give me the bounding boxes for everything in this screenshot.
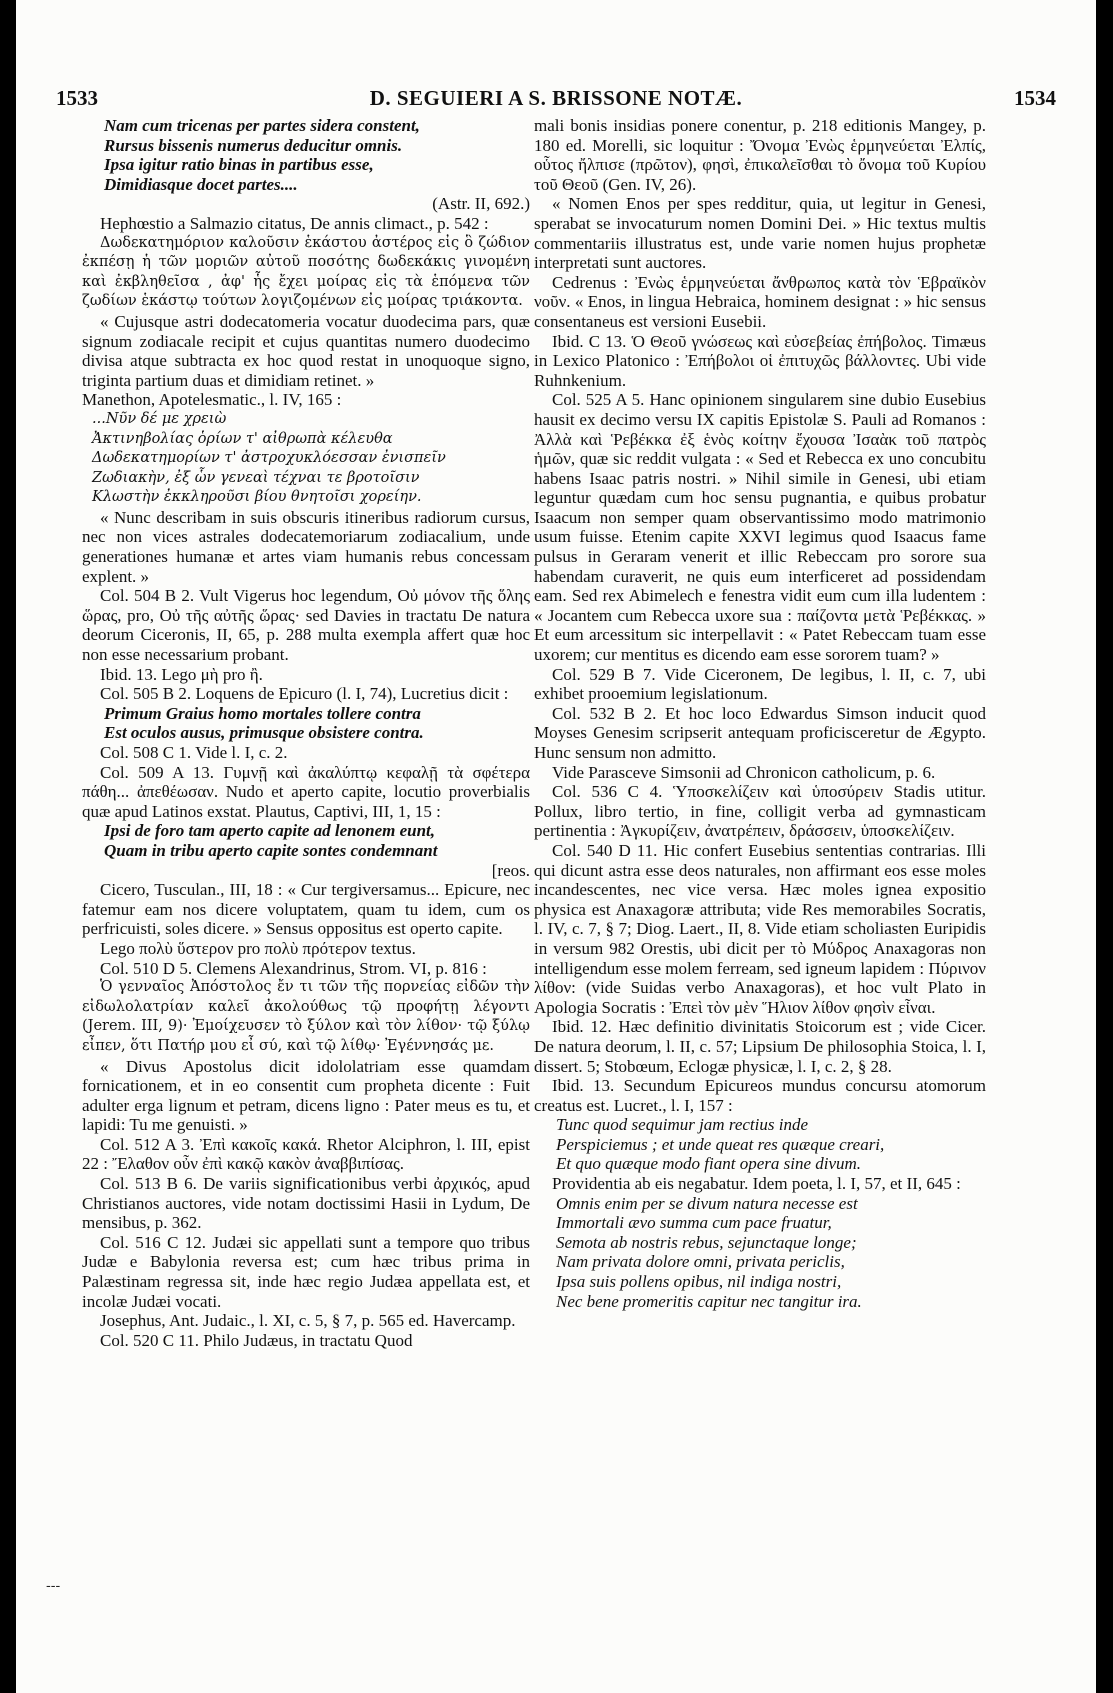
text-paragraph: Col. 509 A 13. Γυμνῇ καὶ ἀκαλύπτῳ κεφαλῇ τὰ σφέτερα πάθη... ἀπεθέωσαν. Nudo et aperto capite, locutio proverbialis quæ apud Latinos exstat. Plautus, Captivi, III, 1, 15 : xyxy=(82,762,530,821)
running-header xyxy=(56,86,1056,116)
text-paragraph: « Divus Apostolus dicit idololatriam esse quamdam fornicationem, et in eo consentit cum propheta dicente : Fuit adulter erga lignum et petram, dicens ligno : Pater meus es tu, et lapidi: Tu me genuisti. » xyxy=(82,1056,530,1135)
text-paragraph: Col. 516 C 12. Judæi sic appellati sunt a tempore quo tribus Judæ e Babylonia reversa est; cum hæc tribus prima in Palæstinam regressa sit, inde hæc regio Judæa appellata est, et incolæ Judæi vocati. xyxy=(82,1232,530,1311)
greek-verse-line: ...Νῦν δέ με χρειὼ xyxy=(92,410,227,427)
verse-line: Et quo quæque modo fiant opera sine divum. xyxy=(556,1154,862,1174)
greek-passage: Δωδεκατημόριον καλοῦσιν ἑκάστου ἀστέρος εἰς ὃ ζώδιον ἐκπέσῃ ἡ τῶν μοριῶν αὐτοῦ ποσότης δωδεκάκις γινομένη καὶ ἐκβληθεῖσα , ἀφ' ἧς ἔχει μοίρας εἰς τὰ ἑπόμενα τῶν ζωδίων ἑκάστῳ τούτων λογιζομένων εἰς μοίρας τριάκοντα. xyxy=(82,234,530,310)
greek-verse-line: Δωδεκατημορίων τ' ἀστροχυκλόεσσαν ἐνισπεῖν xyxy=(92,450,446,467)
verse-line: Tunc quod sequimur jam rectius inde xyxy=(556,1115,808,1135)
text-paragraph: Hephœstio a Salmazio citatus, De annis climact., p. 542 : xyxy=(100,213,489,233)
footer-mark: --- xyxy=(46,1578,61,1594)
running-title: D. SEGUIERI A S. BRISSONE NOTÆ. xyxy=(369,86,743,110)
text-paragraph: Col. 540 D 11. Hic confert Eusebius sententias contrarias. Illi qui dicunt astra esse deos naturales, non affirmant eos esse moles incandescentes, nec vice versa. Hæc moles ignea expositio physica est Anaxagoræ attributa; vide Res memorabiles Socratis, l. IV, c. 7, § 7; Diog. Laert., II, 8. Vide etiam scholiasten Euripidis in versum 982 Orestis, ubi dicit per τὸ Μύδρος Anaxagoras non intelligendum esse molem ferream, sed igneum lapidem : Πύρινον λίθον: (vide Suidas verbo Anaxagoras), et hoc vult Plato in Apologia Socratis : Ἐπεὶ τὸν μὲν Ἥλιον λίθον φησὶν εἶναι. xyxy=(534,840,986,1017)
verse-line: Nam privata dolore omni, privata periclis, xyxy=(556,1252,845,1272)
text-paragraph: Col. 513 B 6. De variis significationibus verbi ἀρχικός, apud Christianos auctores, vide notam doctissimi Hasii in Lydum, De mensibus, p. 362. xyxy=(82,1174,530,1233)
citation-reference: (Astr. II, 692.) xyxy=(432,194,530,214)
text-paragraph: Josephus, Ant. Judaic., l. XI, c. 5, § 7, p. 565 ed. Havercamp. xyxy=(100,1311,516,1331)
text-paragraph: Col. 520 C 11. Philo Judæus, in tractatu Quod xyxy=(100,1330,413,1350)
greek-verse-line: Κλωστὴν ἐκκληροῦσι βίου θνητοῖσι χορείην. xyxy=(92,489,422,506)
text-paragraph: mali bonis insidias ponere conentur, p. 218 editionis Mangey, p. 180 ed. Morelli, sic loquitur : Ὄνομα Ἐνὼς ἑρμηνεύεται Ἐλπίς, οὗτος ἤλπισε (πρῶτον), φησὶ, ἐπικαλεῖσθαι τὸ ὄνομα τοῦ Κυρίου τοῦ Θεοῦ (Gen. IV, 26). xyxy=(534,116,986,194)
text-paragraph: Ibid. 13. Lego μὴ pro ἢ. xyxy=(100,664,263,684)
verse-line: Ipsa igitur ratio binas in partibus esse, xyxy=(104,155,374,175)
verse-line: Quam in tribu aperto capite sontes condemnant xyxy=(104,840,438,860)
page-number-right: 1534 xyxy=(1014,86,1056,110)
text-paragraph: Manethon, Apotelesmatic., l. IV, 165 : xyxy=(82,390,342,410)
text-paragraph: « Nunc describam in suis obscuris itineribus radiorum cursus, nec non vices astrales dodecatemoriarum zodiacalium, unde generationes humanæ et artes viam humanis rebus concessam explent. » xyxy=(82,507,530,586)
text-paragraph: Cicero, Tusculan., III, 18 : « Cur tergiversamus... Epicure, nec fatemur eam nos dicere voluptatem, quam tu idem, cum os perfricuisti, soles dicere. » Sensus oppositus est operto capite. xyxy=(82,880,530,939)
text-paragraph: Col. 510 D 5. Clemens Alexandrinus, Strom. VI, p. 816 : xyxy=(100,958,487,978)
verse-line: Dimidiasque docet partes.... xyxy=(104,174,298,194)
verse-line: Omnis enim per se divum natura necesse est xyxy=(556,1193,858,1213)
verse-line: Est oculos ausus, primusque obsistere contra. xyxy=(104,723,424,743)
text-paragraph: Ibid. 13. Secundum Epicureos mundus concursu atomorum creatus est. Lucret., l. I, 157 : xyxy=(534,1076,986,1115)
text-paragraph: « Nomen Enos per spes redditur, quia, ut legitur in Genesi, sperabat se invocaturum nomen Domini Dei. » Hic textus multis commentariis illustratus est, unde varie nomen hujus prophetæ interpretati sunt auctores. xyxy=(534,194,986,273)
text-paragraph: Col. 532 B 2. Et hoc loco Edwardus Simson inducit quod Moyses Genesim scripserit antequam proficisceretur de Ægypto. Hunc sensum non admitto. xyxy=(534,703,986,762)
text-paragraph: Col. 525 A 5. Hanc opinionem singularem sine dubio Eusebius hausit ex decimo versu IX capitis Epistolæ S. Pauli ad Romanos : Ἀλλὰ καὶ Ῥεβέκκα ἐξ ἑνὸς κοίτην ἔχουσα Ἰσαὰκ τοῦ πατρὸς ἡμῶν, quæ sic reddit vulgata : « Sed et Rebecca ex uno concubitu habens Isaac patris nostri. » Nihil simile in Genesi, ubi etiam leguntur quædam cum hoc sensu pugnantia, e quibus probatur Isaacum non semper quam observantissimo modo matrimonio usum fuisse. Etenim capite XXVI legimus quod Isaacus fame pulsus in Geraram venerit et illic Rebeccam pro sorore sua habendam curaverit, ne quis eum interficeret ad possidendam eam. Sed rex Abimelech e fenestra vidit eum cum illa ludentem : « Jocantem cum Rebecca uxore sua : παίζοντα μετὰ Ῥεβέκκας. » Et eum arcessitum sic interpellavit : « Patet Rebeccam tuam esse uxorem; cur mentitus es dicendo eam esse sororem tuam? » xyxy=(534,390,986,665)
text-paragraph: Providentia ab eis negabatur. Idem poeta, l. I, 57, et II, 645 : xyxy=(552,1174,961,1194)
verse-line: Nam cum tricenas per partes sidera constent, xyxy=(104,116,420,135)
text-paragraph: Lego πολὺ ὕστερον pro πολὺ πρότερον textus. xyxy=(100,938,416,958)
document-page xyxy=(16,0,1096,1693)
text-paragraph: Col. 505 B 2. Loquens de Epicuro (l. I, 74), Lucretius dicit : xyxy=(100,684,509,704)
left-text-column xyxy=(82,116,530,1350)
text-paragraph: Col. 512 A 3. Ἐπὶ κακοῖς κακά. Rhetor Alciphron, l. III, epist 22 : Ἔλαθον οὖν ἐπὶ κακῷ κακὸν ἀναββιπίσας. xyxy=(82,1134,530,1174)
verse-line: Ipsi de foro tam aperto capite ad lenonem eunt, xyxy=(104,821,436,841)
text-paragraph: Col. 529 B 7. Vide Ciceronem, De legibus, l. II, c. 7, ubi exhibet prooemium legislationum. xyxy=(534,664,986,704)
text-paragraph: Ibid. 12. Hæc definitio divinitatis Stoicorum est ; vide Cicer. De natura deorum, l. II, c. 57; Lipsium De philosophia Stoica, l. I, dissert. 5; Stobœum, Eclogæ physicæ, l. I, c. 2, § 28. xyxy=(534,1017,986,1076)
verse-line: Ipsa suis pollens opibus, nil indiga nostri, xyxy=(556,1272,842,1292)
text-paragraph: Cedrenus : Ἐνὼς ἑρμηνεύεται ἄνθρωπος κατὰ τὸν Ἑβραϊκὸν νοῦν. « Enos, in lingua Hebraica, hominem designat : » hic sensus consentaneus est versioni Eusebii. xyxy=(534,272,986,331)
text-paragraph: Col. 536 C 4. Ὑποσκελίζειν καὶ ὑποσύρειν Stadis utitur. Pollux, libro tertio, in fine, colligit verba ad gymnasticam pertinentia : Ἀγκυρίζειν, ἀνατρέπειν, δράσσειν, ὑποσκελίζειν. xyxy=(534,782,986,841)
verse-line: Perspiciemus ; et unde queat res quæque creari, xyxy=(556,1134,885,1154)
page-number-left: 1533 xyxy=(56,86,98,110)
citation-reference: [reos. xyxy=(491,860,530,880)
text-paragraph: Vide Parasceve Simsonii ad Chronicon catholicum, p. 6. xyxy=(552,762,936,782)
verse-line: Rursus bissenis numerus deducitur omnis. xyxy=(104,135,403,155)
greek-verse-line: Ζωδιακὴν, ἐξ ὧν γενεαὶ τέχναι τε βροτοῖσιν xyxy=(92,469,420,486)
text-paragraph: Ibid. C 13. Ὁ Θεοῦ γνώσεως καὶ εὐσεβείας ἐπήβολος. Timæus in Lexico Platonico : Ἐπήβολοι οἱ ἐπιτυχῶς βάλλοντες. Ubi vide Ruhnkenium. xyxy=(534,331,986,390)
greek-verse-line: Ἀκτινηβολίας ὁρίων τ' αἰθρωπὰ κέλευθα xyxy=(92,430,393,447)
verse-line: Nec bene promeritis capitur nec tangitur ira. xyxy=(556,1291,862,1311)
right-text-column xyxy=(534,116,986,1311)
verse-line: Immortali ævo summa cum pace fruatur, xyxy=(556,1213,832,1233)
verse-line: Primum Graius homo mortales tollere contra xyxy=(104,703,421,723)
greek-passage: Ὁ γενναῖος Ἀπόστολος ἔν τι τῶν τῆς πορνείας εἰδῶν τὴν εἰδωλολατρίαν καλεῖ ἀκολούθως τῷ προφήτῃ λέγοντι (Jerem. III, 9)· Ἐμοίχευσεν τὸ ξύλον καὶ τὸν λίθον· τῷ ξύλῳ εἶπεν, ὅτι Πατήρ μου εἶ σύ, καὶ τῷ λίθῳ· Ἐγέννησάς με. xyxy=(82,979,530,1054)
text-paragraph: Col. 504 B 2. Vult Vigerus hoc legendum, Οὐ μόνον τῆς ὅλης ὥρας, pro, Οὐ τῆς αὐτῆς ὥρας· sed Davies in tractatu De natura deorum Ciceronis, II, 65, p. 288 multa exempla affert quæ hoc non esse necessarium probant. xyxy=(82,586,530,665)
text-paragraph: Col. 508 C 1. Vide l. I, c. 2. xyxy=(100,743,288,762)
verse-line: Semota ab nostris rebus, sejunctaque longe; xyxy=(556,1232,857,1252)
text-paragraph: « Cujusque astri dodecatomeria vocatur duodecima pars, quæ signum zodiacale recipit et cujus quantitas numero duodecimo divisa atque subtracta ex hoc quod restat in unoquoque signo, triginta partium duas et dimidiam retinet. » xyxy=(82,311,530,390)
